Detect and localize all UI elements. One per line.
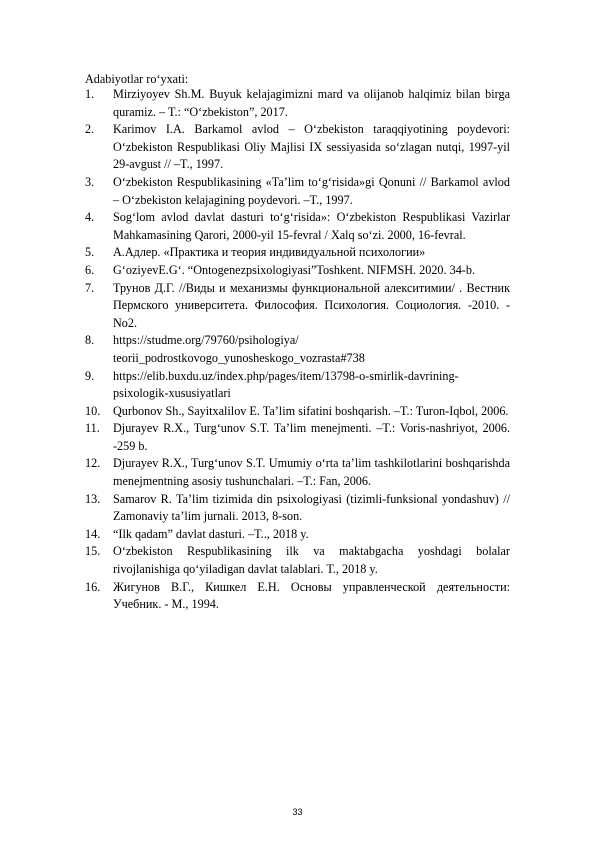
- reference-text: “Ilk qadam” davlat dasturi. –T.., 2018 y.: [113, 526, 309, 541]
- reference-item: [85, 420, 510, 455]
- reference-text: Mirziyoyev Sh.M. Buyuk kelajagimizni mard va olijanob halqimiz bilan birga quramiz. – T.: “O‘zbekiston”, 2017.: [113, 87, 510, 119]
- reference-item: [85, 332, 510, 367]
- reference-number: 16.: [85, 579, 101, 594]
- reference-item: [85, 244, 510, 262]
- reference-text: Трунов Д.Г. //Виды и механизмы функциональной алекситимии/ . Вестник Пермского университета. Философия. Психология. Социология. -2010. -No2.: [113, 280, 510, 330]
- reference-text: Djurayev R.X., Turg‘unov S.T. Umumiy o‘rta ta’lim tashkilotlarini boshqarishda menejmentning asosiy tushunchalari. –T.: Fan, 2006.: [113, 456, 510, 489]
- reference-text: Karimov I.A. Barkamol avlod – O‘zbekiston taraqqiyotining poydevori: O‘zbekiston Respublikasi Oliy Majlisi IX sessiyasida so‘zlagan nutqi, 1997-yil 29-avgust // –T., 1997.: [113, 122, 510, 172]
- reference-number: 4.: [85, 210, 95, 225]
- reference-item: [85, 491, 510, 526]
- reference-number: 11.: [85, 421, 100, 436]
- reference-text: А.Адлер. «Практика и теория индивидуальной психологии»: [113, 245, 426, 260]
- reference-text: Djurayev R.X., Turg‘unov S.T. Ta’lim menejmenti. –T.: Voris-nashriyot, 2006. -259 b.: [113, 421, 510, 453]
- reference-link[interactable]: https://studme.org/79760/psihologiya/ teorii_podrostkovogo_yunosheskogo_vozrasta#738: [113, 333, 365, 365]
- reference-number: 12.: [85, 456, 101, 471]
- reference-number: 5.: [85, 245, 95, 260]
- reference-number: 6.: [85, 262, 95, 277]
- reference-text: Жигунов В.Г., Кишкел Е.Н. Основы управленческой деятельности: Учебник. - М., 1994.: [113, 579, 510, 612]
- reference-item: [85, 209, 510, 244]
- reference-item: [85, 455, 510, 490]
- reference-text: Samarov R. Ta’lim tizimida din psixologiyasi (tizimli-funksional yondashuv) // Zamonaviy ta’lim jurnali. 2013, 8-son.: [113, 491, 510, 524]
- references-list: [85, 86, 510, 614]
- page-number: 33: [292, 807, 303, 817]
- reference-item: [85, 121, 510, 174]
- references-heading: Adabiyotlar ro‘yxati:: [85, 72, 189, 86]
- reference-number: 15.: [85, 544, 101, 559]
- reference-number: 1.: [85, 87, 95, 101]
- reference-number: 3.: [85, 174, 95, 189]
- reference-number: 13.: [85, 491, 101, 506]
- reference-item: [85, 86, 510, 121]
- reference-link[interactable]: https://elib.buxdu.uz/index.php/pages/item/13798-o-smirlik-davrining-psixologik-xususiyatlari: [113, 368, 459, 401]
- reference-number: 2.: [85, 122, 95, 137]
- reference-item: [85, 280, 510, 333]
- reference-number: 9.: [85, 368, 95, 383]
- reference-text: Qurbonov Sh., Sayitxalilov E. Ta’lim sifatini boshqarish. –T.: Turon-Iqbol, 2006.: [113, 403, 509, 418]
- reference-number: 7.: [85, 280, 95, 295]
- reference-item: [85, 543, 510, 578]
- reference-number: 10.: [85, 403, 101, 418]
- reference-item: [85, 262, 510, 280]
- reference-item: [85, 368, 510, 403]
- reference-item: [85, 579, 510, 614]
- reference-item: [85, 403, 510, 421]
- reference-text: G‘oziyevE.G‘. “Ontogenezpsixologiyasi”Toshkent. NIFMSH. 2020. 34-b.: [113, 262, 476, 277]
- reference-number: 8.: [85, 333, 95, 348]
- reference-text: Sog‘lom avlod davlat dasturi to‘g‘risida»: O‘zbekiston Respublikasi Vazirlar Mahkamasining Qarori, 2000-yil 15-fevral / Xalq so‘zi. 2000, 16-fevral.: [113, 210, 510, 242]
- reference-text: O‘zbekiston Respublikasining ilk va maktabgacha yoshdagi bolalar rivojlanishiga qo‘yiladigan davlat talablari. T., 2018 y.: [113, 544, 510, 577]
- reference-item: [85, 526, 510, 544]
- reference-text: O‘zbekiston Respublikasining «Ta’lim to‘g‘risida»gi Qonuni // Barkamol avlod – O‘zbekiston kelajagining poydevori. –T., 1997.: [113, 174, 510, 207]
- reference-number: 14.: [85, 526, 101, 541]
- reference-item: [85, 174, 510, 209]
